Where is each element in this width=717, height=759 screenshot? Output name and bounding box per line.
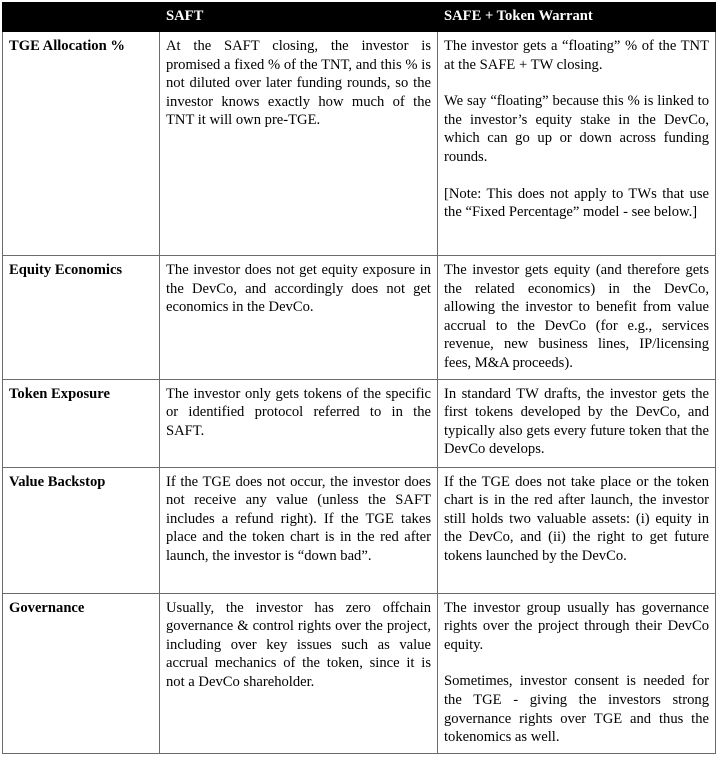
header-safe-token-warrant: SAFE + Token Warrant — [438, 3, 716, 32]
table-row-token-exposure — [3, 379, 716, 467]
safe-tw-cell — [438, 593, 716, 753]
header-row — [3, 3, 716, 32]
cell-paragraph: The investor gets a “floating” % of the TNT at the SAFE + TW closing. — [444, 38, 709, 73]
table-row-equity-economics — [3, 256, 716, 380]
comparison-table — [2, 2, 716, 754]
saft-cell — [160, 256, 438, 380]
saft-cell — [160, 593, 438, 753]
cell-paragraph: In standard TW drafts, the investor gets the first tokens developed by the DevCo, and typically also gets every future token that the DevCo develops. — [444, 385, 709, 458]
header-blank — [3, 3, 160, 32]
saft-cell — [160, 379, 438, 467]
row-label: Value Backstop — [3, 467, 160, 593]
safe-tw-cell — [438, 467, 716, 593]
cell-paragraph: The investor does not get equity exposure in the DevCo, and accordingly does not get economics in the DevCo. — [166, 262, 431, 316]
safe-tw-cell — [438, 379, 716, 467]
row-label: TGE Allocation % — [3, 32, 160, 256]
cell-paragraph: At the SAFT closing, the investor is promised a fixed % of the TNT, and this % is not diluted over later funding rounds, so the investor knows exactly how much of the TNT it will own pre-TGE. — [166, 38, 431, 129]
table-row-tge-allocation — [3, 32, 716, 256]
row-label: Governance — [3, 593, 160, 753]
safe-tw-cell — [438, 32, 716, 256]
cell-note: [Note: This does not apply to TWs that use the “Fixed Percentage” model - see below.] — [444, 185, 709, 221]
cell-paragraph: The investor only gets tokens of the specific or identified protocol referred to in the SAFT. — [166, 385, 431, 439]
table-row-value-backstop — [3, 467, 716, 593]
table-row-governance — [3, 593, 716, 753]
saft-cell — [160, 467, 438, 593]
safe-tw-cell — [438, 256, 716, 380]
saft-cell — [160, 32, 438, 256]
cell-paragraph: The investor gets equity (and therefore gets the related economics) in the DevCo, allowing the investor to benefit from value accrual to the DevCo (for e.g., services revenue, new business lines, IP/licensing fees, M&A proceeds). — [444, 262, 709, 371]
row-label: Equity Economics — [3, 256, 160, 380]
cell-paragraph: Sometimes, investor consent is needed for the TGE - giving the investors strong governance rights over TGE and thus the tokenomics as well. — [444, 673, 709, 746]
cell-paragraph: Usually, the investor has zero offchain governance & control rights over the project, including over key issues such as value accrual mechanics of the token, since it is not a DevCo shareholder. — [166, 599, 431, 690]
cell-paragraph: If the TGE does not occur, the investor does not receive any value (unless the SAFT includes a refund right). If the TGE takes place and the token chart is in the red after launch, the investor is “down bad”. — [166, 473, 431, 564]
cell-paragraph: We say “floating” because this % is linked to the investor’s equity stake in the DevCo, which can go up or down across funding rounds. — [444, 93, 709, 165]
cell-paragraph: If the TGE does not take place or the token chart is in the red after launch, the investor still holds two valuable assets: (i) equity in the DevCo, and (ii) the right to get future tokens launched by the DevCo. — [444, 473, 709, 564]
row-label: Token Exposure — [3, 379, 160, 467]
cell-paragraph: The investor group usually has governance rights over the project through their DevCo equity. — [444, 599, 709, 653]
header-saft: SAFT — [160, 3, 438, 32]
